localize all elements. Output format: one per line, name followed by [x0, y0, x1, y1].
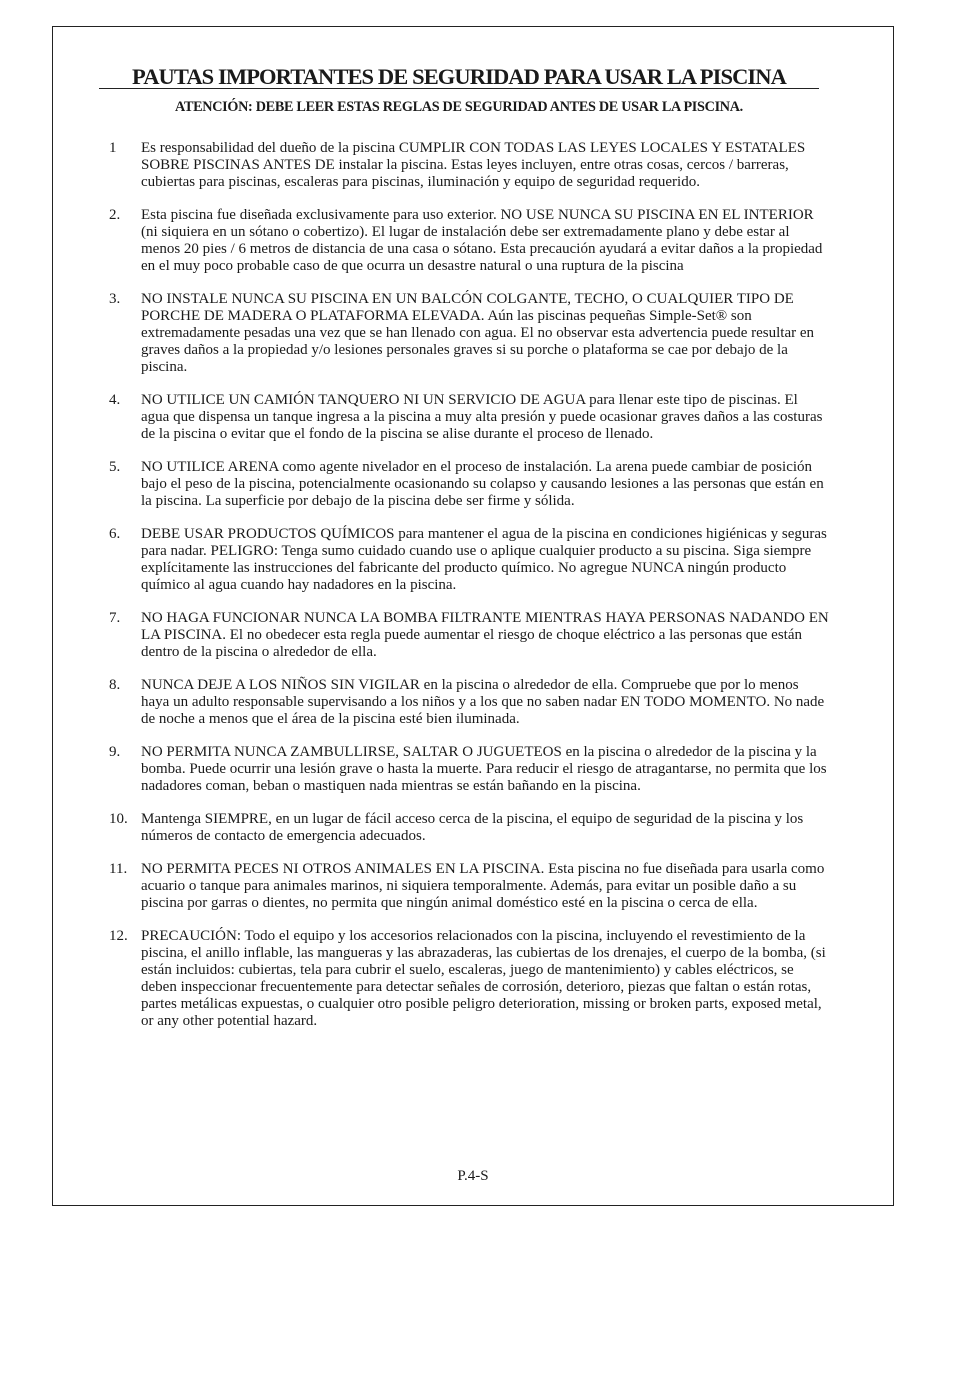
list-item	[109, 207, 829, 275]
item-number: 3.	[109, 291, 121, 307]
list-item	[109, 744, 829, 795]
list-item	[109, 811, 829, 845]
item-number: 5.	[109, 459, 121, 475]
item-text: NUNCA DEJE A LOS NIÑOS SIN VIGILAR en la piscina o alrededor de ella. Compruebe que por lo menos haya un adulto responsable supervisando a los niños y a los que no saben nadar EN TODO MOMENTO. No nade de noche a menos que el área de la piscina esté bien iluminada.	[141, 677, 825, 727]
item-number: 1	[109, 140, 117, 156]
item-text: NO UTILICE UN CAMIÓN TANQUERO NI UN SERVICIO DE AGUA para llenar este tipo de piscinas. El agua que dispensa un tanque ingresa a la piscina a muy alta presión y puede ocasionar graves daños a las costuras de la piscina o evitar que el fondo de la piscina se alise durante el proceso de llenado.	[141, 392, 823, 442]
title-underline	[99, 88, 819, 89]
item-text: NO INSTALE NUNCA SU PISCINA EN UN BALCÓN COLGANTE, TECHO, O CUALQUIER TIPO DE PORCHE DE MADERA O PLATAFORMA ELEVADA. Aún las piscinas pequeñas Simple-Set® son extremadamente pesadas una vez que se han llenado con agua. El no observar esta advertencia puede resultar en graves daños a la propiedad y/o lesiones personales graves si su porche o plataforma se cae por debajo de la piscina.	[141, 291, 815, 375]
list-item	[109, 140, 829, 191]
page-number: P.4-S	[457, 1168, 489, 1184]
list-item	[109, 861, 829, 912]
item-number: 6.	[109, 526, 121, 542]
item-number: 2.	[109, 207, 121, 223]
list-item	[109, 677, 829, 728]
item-number: 4.	[109, 392, 121, 408]
list-item	[109, 291, 829, 376]
list-item	[109, 928, 829, 1030]
item-text: Mantenga SIEMPRE, en un lugar de fácil acceso cerca de la piscina, el equipo de seguridad de la piscina y los números de contacto de emergencia adecuados.	[141, 811, 804, 844]
item-number: 12.	[109, 928, 128, 944]
item-text: NO UTILICE ARENA como agente nivelador en el proceso de instalación. La arena puede cambiar de posición bajo el peso de la piscina, potencialmente ocasionando su colapso y causando lesiones a las personas que están en la piscina. La superficie por debajo de la piscina debe ser firme y sólida.	[141, 459, 824, 509]
page-subtitle: ATENCIÓN: DEBE LEER ESTAS REGLAS DE SEGURIDAD ANTES DE USAR LA PISCINA.	[175, 99, 743, 115]
item-number: 11.	[109, 861, 128, 877]
item-text: Es responsabilidad del dueño de la piscina CUMPLIR CON TODAS LAS LEYES LOCALES Y ESTATALES SOBRE PISCINAS ANTES DE instalar la piscina. Estas leyes incluyen, entre otras cosas, cercos / barreras, cubiertas para piscinas, escaleras para piscinas, iluminación y equipo de seguridad requerido.	[141, 140, 806, 190]
item-text: NO PERMITA NUNCA ZAMBULLIRSE, SALTAR O JUGUETEOS en la piscina o alrededor de la piscina y la bomba. Puede ocurrir una lesión grave o hasta la muerte. Para reducir el riesgo de atragantarse, no permita que los nadadores coman, beban o mastiquen nada mientras se están bañando en la piscina.	[141, 744, 827, 794]
item-number: 7.	[109, 610, 121, 626]
item-text: DEBE USAR PRODUCTOS QUÍMICOS para mantener el agua de la piscina en condiciones higiénicas y seguras para nadar. PELIGRO: Tenga sumo cuidado cuando use o aplique cualquier producto a su piscina. Siga siempre explícitamente las instrucciones del fabricante del producto químico. No agregue NUNCA ningún producto químico al agua cuando hay nadadores en la piscina.	[141, 526, 827, 593]
page-border-frame	[52, 26, 894, 1206]
item-text: NO PERMITA PECES NI OTROS ANIMALES EN LA PISCINA. Esta piscina no fue diseñada para usarla como acuario o tanque para animales marinos, ni siquiera temporalmente. Además, para evitar un posible daño a su piscina por garras o dientes, no permita que ningún animal doméstico esté en la piscina o cerca de ella.	[141, 861, 825, 911]
item-text: Esta piscina fue diseñada exclusivamente para uso exterior. NO USE NUNCA SU PISCINA EN EL INTERIOR (ni siquiera en un sótano o cobertizo). El lugar de instalación debe ser extremadamente plano y debe estar al menos 20 pies / 6 metros de distancia de una casa o sótano. Esta precaución ayudará a evitar daños a la propiedad en el muy poco probable caso de que ocurra un desastre natural o una ruptura de la piscina	[141, 207, 823, 274]
list-item	[109, 610, 829, 661]
item-number: 9.	[109, 744, 121, 760]
page-title: PAUTAS IMPORTANTES DE SEGURIDAD PARA USAR LA PISCINA	[132, 64, 786, 89]
item-number: 10.	[109, 811, 128, 827]
list-item	[109, 526, 829, 594]
list-item	[109, 459, 829, 510]
item-text: NO HAGA FUNCIONAR NUNCA LA BOMBA FILTRANTE MIENTRAS HAYA PERSONAS NADANDO EN LA PISCINA. El no obedecer esta regla puede aumentar el riesgo de choque eléctrico a las personas que están dentro de la piscina o alrededor de ella.	[141, 610, 829, 660]
list-item	[109, 392, 829, 443]
item-number: 8.	[109, 677, 121, 693]
safety-rules-list	[109, 140, 829, 1046]
item-text: PRECAUCIÓN: Todo el equipo y los accesorios relacionados con la piscina, incluyendo el revestimiento de la piscina, el anillo inflable, las mangueras y las abrazaderas, las cubiertas de los drenajes, el cuerpo de la bomba, (si están incluidos: cubiertas, tela para cubrir el suelo, escaleras, juego de mantenimiento) y cables eléctricos, se deben inspeccionar frecuentemente para detectar señales de corrosión, deterioro, piezas que faltan o están rotas, partes metálicas expuestas, o cualquier otro posible peligro deterioration, missing or broken parts, exposed metal, or any other potential hazard.	[141, 928, 826, 1029]
